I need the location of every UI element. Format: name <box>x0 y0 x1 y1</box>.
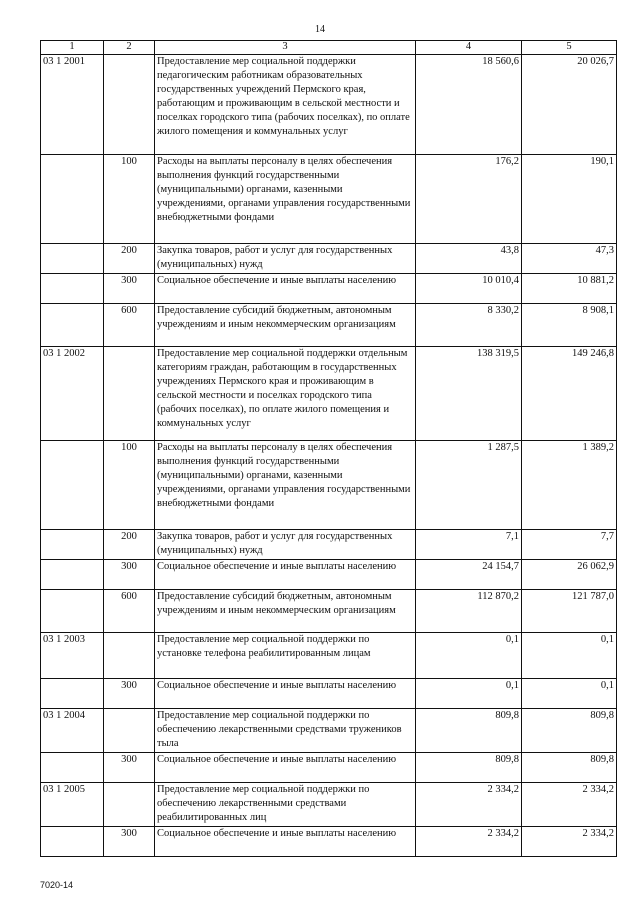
table-row <box>41 244 617 274</box>
expense-type <box>104 347 155 441</box>
amount-col-4: 18 560,6 <box>416 55 522 155</box>
amount-col-5: 190,1 <box>522 155 617 244</box>
amount-col-4: 2 334,2 <box>416 827 522 857</box>
amount-col-5: 149 246,8 <box>522 347 617 441</box>
row-description: Закупка товаров, работ и услуг для государственных (муниципальных) нужд <box>155 530 416 560</box>
table-row <box>41 783 617 827</box>
expense-type: 300 <box>104 560 155 590</box>
target-code <box>41 679 104 709</box>
amount-col-4: 7,1 <box>416 530 522 560</box>
target-code <box>41 590 104 633</box>
row-description: Предоставление мер социальной поддержки по установке телефона реабилитированным лицам <box>155 633 416 679</box>
amount-col-4: 10 010,4 <box>416 274 522 304</box>
amount-col-5: 809,8 <box>522 709 617 753</box>
row-description: Расходы на выплаты персоналу в целях обеспечения выполнения функций государственными (муниципальными) органами, казенными учреждениями, органами управления государственными внебюджетными фондами <box>155 441 416 530</box>
table-row <box>41 679 617 709</box>
amount-col-5: 8 908,1 <box>522 304 617 347</box>
target-code: 03 1 2002 <box>41 347 104 441</box>
row-description: Предоставление субсидий бюджетным, автономным учреждениям и иным некоммерческим организациям <box>155 590 416 633</box>
table-row <box>41 155 617 244</box>
table-row <box>41 560 617 590</box>
row-description: Социальное обеспечение и иные выплаты населению <box>155 679 416 709</box>
expense-type: 300 <box>104 753 155 783</box>
header-col-3: 3 <box>155 41 416 55</box>
amount-col-4: 1 287,5 <box>416 441 522 530</box>
row-description: Социальное обеспечение и иные выплаты населению <box>155 274 416 304</box>
target-code: 03 1 2004 <box>41 709 104 753</box>
row-description: Предоставление мер социальной поддержки педагогическим работникам образовательных государственных учреждений Пермского края, работающим и проживающим в сельской местности и поселках городского типа (рабочих поселках), по оплате жилого помещения и коммунальных услуг <box>155 55 416 155</box>
expense-type <box>104 783 155 827</box>
table-row <box>41 274 617 304</box>
row-description: Закупка товаров, работ и услуг для государственных (муниципальных) нужд <box>155 244 416 274</box>
amount-col-4: 809,8 <box>416 753 522 783</box>
expense-type: 600 <box>104 304 155 347</box>
target-code <box>41 244 104 274</box>
row-description: Социальное обеспечение и иные выплаты населению <box>155 827 416 857</box>
amount-col-5: 121 787,0 <box>522 590 617 633</box>
target-code <box>41 530 104 560</box>
amount-col-5: 7,7 <box>522 530 617 560</box>
target-code: 03 1 2003 <box>41 633 104 679</box>
amount-col-5: 26 062,9 <box>522 560 617 590</box>
amount-col-4: 176,2 <box>416 155 522 244</box>
document-footer-code: 7020-14 <box>40 880 74 890</box>
row-description: Предоставление мер социальной поддержки отдельным категориям граждан, работающим в государственных учреждениях Пермского края и проживающим в сельской местности и поселках городского типа (рабочих поселках), по оплате жилого помещения и коммунальных услуг <box>155 347 416 441</box>
target-code <box>41 155 104 244</box>
table-row <box>41 347 617 441</box>
amount-col-4: 24 154,7 <box>416 560 522 590</box>
target-code <box>41 560 104 590</box>
target-code <box>41 827 104 857</box>
target-code: 03 1 2005 <box>41 783 104 827</box>
target-code <box>41 274 104 304</box>
amount-col-4: 43,8 <box>416 244 522 274</box>
amount-col-5: 10 881,2 <box>522 274 617 304</box>
expense-type: 100 <box>104 155 155 244</box>
header-col-1: 1 <box>41 41 104 55</box>
amount-col-5: 0,1 <box>522 679 617 709</box>
amount-col-4: 2 334,2 <box>416 783 522 827</box>
amount-col-4: 0,1 <box>416 679 522 709</box>
table-row <box>41 530 617 560</box>
amount-col-4: 0,1 <box>416 633 522 679</box>
table-row <box>41 827 617 857</box>
row-description: Предоставление мер социальной поддержки по обеспечению лекарственными средствами тружеников тыла <box>155 709 416 753</box>
amount-col-4: 809,8 <box>416 709 522 753</box>
row-description: Расходы на выплаты персоналу в целях обеспечения выполнения функций государственными (муниципальными) органами, казенными учреждениями, органами управления государственными внебюджетными фондами <box>155 155 416 244</box>
table-row <box>41 590 617 633</box>
amount-col-5: 809,8 <box>522 753 617 783</box>
target-code <box>41 304 104 347</box>
budget-table <box>40 40 617 857</box>
target-code <box>41 753 104 783</box>
expense-type <box>104 55 155 155</box>
expense-type: 300 <box>104 827 155 857</box>
row-description: Социальное обеспечение и иные выплаты населению <box>155 753 416 783</box>
amount-col-5: 0,1 <box>522 633 617 679</box>
header-col-4: 4 <box>416 41 522 55</box>
expense-type: 600 <box>104 590 155 633</box>
expense-type: 200 <box>104 530 155 560</box>
table-row <box>41 304 617 347</box>
amount-col-4: 8 330,2 <box>416 304 522 347</box>
target-code: 03 1 2001 <box>41 55 104 155</box>
amount-col-4: 138 319,5 <box>416 347 522 441</box>
expense-type <box>104 709 155 753</box>
expense-type: 100 <box>104 441 155 530</box>
table-row <box>41 753 617 783</box>
amount-col-5: 2 334,2 <box>522 827 617 857</box>
amount-col-5: 20 026,7 <box>522 55 617 155</box>
header-row <box>41 41 617 55</box>
table-row <box>41 441 617 530</box>
header-col-5: 5 <box>522 41 617 55</box>
amount-col-5: 2 334,2 <box>522 783 617 827</box>
table-row <box>41 633 617 679</box>
page-number: 14 <box>315 24 325 35</box>
amount-col-4: 112 870,2 <box>416 590 522 633</box>
table-row <box>41 55 617 155</box>
table-row <box>41 709 617 753</box>
row-description: Социальное обеспечение и иные выплаты населению <box>155 560 416 590</box>
row-description: Предоставление субсидий бюджетным, автономным учреждениям и иным некоммерческим организациям <box>155 304 416 347</box>
amount-col-5: 1 389,2 <box>522 441 617 530</box>
expense-type <box>104 633 155 679</box>
target-code <box>41 441 104 530</box>
header-col-2: 2 <box>104 41 155 55</box>
expense-type: 200 <box>104 244 155 274</box>
expense-type: 300 <box>104 679 155 709</box>
amount-col-5: 47,3 <box>522 244 617 274</box>
row-description: Предоставление мер социальной поддержки по обеспечению лекарственными средствами реабилитированных лиц <box>155 783 416 827</box>
expense-type: 300 <box>104 274 155 304</box>
